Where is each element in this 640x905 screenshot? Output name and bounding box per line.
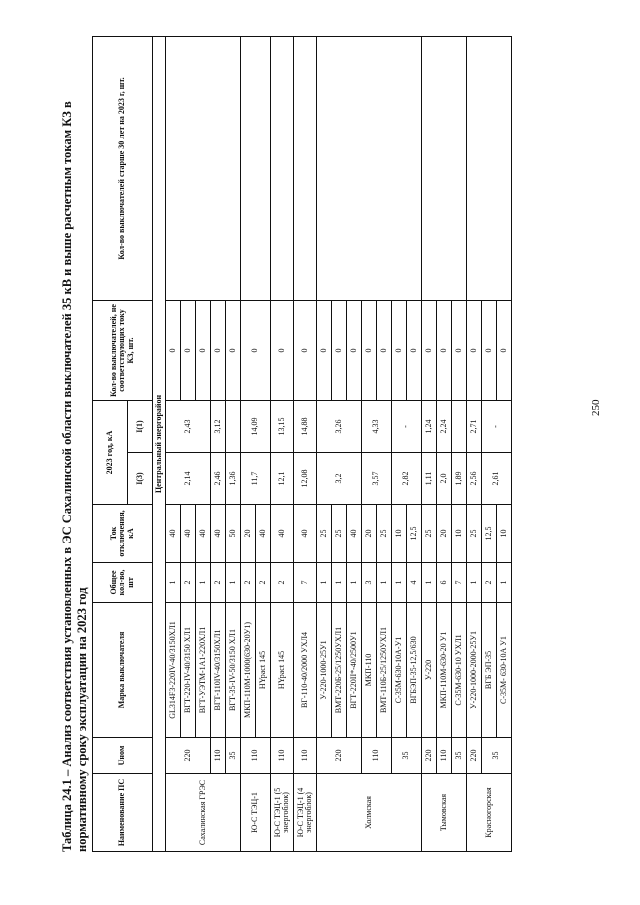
i3-cell: 3,2: [317, 453, 362, 505]
total-cell: 7: [294, 563, 317, 603]
ps-cell: Красногорская: [467, 774, 512, 852]
i1-cell: 2,43: [166, 400, 211, 452]
total-cell: 3: [362, 563, 377, 603]
brand-cell: ВГ-110-40/2000 УХЛ4: [294, 603, 317, 738]
current-cell: 12,5: [482, 505, 497, 563]
unom-cell: 110: [241, 738, 271, 774]
i1-cell: 14,09: [241, 400, 271, 452]
current-cell: 25: [377, 505, 392, 563]
current-cell: 40: [181, 505, 196, 563]
current-cell: 25: [467, 505, 482, 563]
noncompliant-cell: 0: [332, 300, 347, 400]
total-cell: 6: [437, 563, 452, 603]
brand-cell: У-220: [422, 603, 437, 738]
i3-cell: 2,56: [467, 453, 482, 505]
current-cell: 10: [497, 505, 512, 563]
i1-cell: [452, 400, 467, 452]
total-cell: 2: [181, 563, 196, 603]
i3-cell: 12,08: [294, 453, 317, 505]
col-header-older-30: Кол-во выключателей старше 30 лет на 2023 г, шт.: [93, 37, 153, 301]
total-cell: 2: [256, 563, 271, 603]
i3-cell: 1,89: [452, 453, 467, 505]
brand-cell: ВМТ-220Б-25/1250УХЛ1: [332, 603, 347, 738]
older-cell: [166, 37, 241, 301]
i3-cell: 11,7: [241, 453, 271, 505]
unom-cell: 35: [482, 738, 512, 774]
current-cell: 40: [196, 505, 211, 563]
i1-cell: [226, 400, 241, 452]
brand-cell: МКП-110: [362, 603, 377, 738]
i3-cell: 12,1: [271, 453, 294, 505]
i3-cell: 2,82: [392, 453, 422, 505]
unom-cell: 35: [392, 738, 422, 774]
noncompliant-cell: 0: [437, 300, 452, 400]
noncompliant-cell: 0: [317, 300, 332, 400]
noncompliant-cell: 0: [166, 300, 181, 400]
current-cell: 40: [294, 505, 317, 563]
brand-cell: HYpact 145: [271, 603, 294, 738]
brand-cell: У-220-1000-2000-25У1: [467, 603, 482, 738]
older-cell: [294, 37, 317, 301]
noncompliant-cell: 0: [377, 300, 392, 400]
brand-cell: ВГТ-110IV-40/3150ХЛ1: [211, 603, 226, 738]
col-header-2023: 2023 год, кА: [93, 400, 128, 504]
brand-cell: С-35М- 630-10А У1: [497, 603, 512, 738]
total-cell: 1: [317, 563, 332, 603]
noncompliant-cell: 0: [407, 300, 422, 400]
total-cell: 7: [452, 563, 467, 603]
region-row: Центральный энергорайон: [153, 37, 166, 852]
ps-cell: Сахалинская ГРЭС: [166, 774, 241, 852]
i3-cell: 2,46: [211, 453, 226, 505]
total-cell: 2: [211, 563, 226, 603]
col-header-brand: Марка выключателя: [93, 603, 153, 738]
brand-cell: С-35М-630-10А-У1: [392, 603, 407, 738]
current-cell: 10: [452, 505, 467, 563]
noncompliant-cell: 0: [347, 300, 362, 400]
table-caption: Таблица 24.1 – Анализ соответствия установленных в ЭС Сахалинской области выключателей 35 кВ и выше расчетным токам КЗ в нормативному сроку эксплуатации на 2023 год: [60, 101, 89, 852]
col-header-total: Общее кол-во, шт: [93, 563, 153, 603]
i1-cell: 4,33: [362, 400, 392, 452]
current-cell: 10: [392, 505, 407, 563]
unom-cell: 35: [452, 738, 467, 774]
brand-cell: ВМТ-110Б-25/1250УХЛ1: [377, 603, 392, 738]
brand-cell: ВГТ-УЭТМ-1А1-220ХЛ1: [196, 603, 211, 738]
older-cell: [467, 37, 512, 301]
unom-cell: 220: [317, 738, 362, 774]
total-cell: 1: [422, 563, 437, 603]
noncompliant-cell: 0: [467, 300, 482, 400]
current-cell: 12,5: [407, 505, 422, 563]
unom-cell: 35: [226, 738, 241, 774]
current-cell: 40: [256, 505, 271, 563]
brand-cell: МКП-110М-630-20 У1: [437, 603, 452, 738]
page-number: 250: [590, 399, 602, 416]
ps-cell: Тымовская: [422, 774, 467, 852]
total-cell: 1: [226, 563, 241, 603]
total-cell: 1: [347, 563, 362, 603]
i3-cell: 1,11: [422, 453, 437, 505]
unom-cell: 110: [211, 738, 226, 774]
noncompliant-cell: 0: [226, 300, 241, 400]
unom-cell: 220: [166, 738, 211, 774]
current-cell: 25: [422, 505, 437, 563]
i3-cell: 3,57: [362, 453, 392, 505]
total-cell: 1: [332, 563, 347, 603]
ps-cell: Холмская: [317, 774, 422, 852]
brand-cell: GL314F3-220IV-40/3150ХЛ1: [166, 603, 181, 738]
i3-cell: 1,36: [226, 453, 241, 505]
i1-cell: 2,71: [467, 400, 482, 452]
total-cell: 1: [392, 563, 407, 603]
noncompliant-cell: 0: [241, 300, 271, 400]
noncompliant-cell: 0: [211, 300, 226, 400]
older-cell: [271, 37, 294, 301]
col-header-i3: I(3): [128, 453, 153, 505]
current-cell: 50: [226, 505, 241, 563]
current-cell: 40: [347, 505, 362, 563]
current-cell: 25: [317, 505, 332, 563]
noncompliant-cell: 0: [422, 300, 437, 400]
total-cell: 2: [241, 563, 256, 603]
current-cell: 40: [166, 505, 181, 563]
total-cell: 4: [407, 563, 422, 603]
brand-cell: ВГТ-220-IV-40/3150 ХЛ1: [181, 603, 196, 738]
brand-cell: ВГТ-220II*-40/2500У1: [347, 603, 362, 738]
i3-cell: 2,14: [166, 453, 211, 505]
ps-cell: Ю-С ТЭЦ-1 (5 энергоблок): [271, 774, 294, 852]
current-cell: 25: [332, 505, 347, 563]
total-cell: 1: [497, 563, 512, 603]
brand-cell: ВГТ-35-IV-50/3150 ХЛ1: [226, 603, 241, 738]
rotated-page: [60, 36, 508, 852]
ps-cell: Ю-С ТЭЦ-1 (4 энергоблок): [294, 774, 317, 852]
current-cell: 40: [211, 505, 226, 563]
i1-cell: -: [392, 400, 422, 452]
total-cell: 1: [467, 563, 482, 603]
brand-cell: С-35М-630-10 УХЛ1: [452, 603, 467, 738]
total-cell: 2: [482, 563, 497, 603]
current-cell: 20: [362, 505, 377, 563]
brand-cell: ВГБ ЭП-35: [482, 603, 497, 738]
total-cell: 2: [271, 563, 294, 603]
total-cell: 1: [377, 563, 392, 603]
current-cell: 40: [271, 505, 294, 563]
current-cell: 20: [437, 505, 452, 563]
brand-cell: МКП-110М-1000(630-20У1): [241, 603, 256, 738]
col-header-ps: Наименование ПС: [93, 774, 153, 852]
unom-cell: 110: [362, 738, 392, 774]
noncompliant-cell: 0: [181, 300, 196, 400]
noncompliant-cell: 0: [452, 300, 467, 400]
older-cell: [317, 37, 422, 301]
current-cell: 20: [241, 505, 256, 563]
noncompliant-cell: 0: [294, 300, 317, 400]
total-cell: 1: [196, 563, 211, 603]
i1-cell: 1,24: [422, 400, 437, 452]
i3-cell: 2,61: [482, 453, 512, 505]
col-header-current: Ток отключения, кА: [93, 505, 153, 563]
col-header-noncompliant: Кол-во выключателей, не соответствующих току КЗ, шт.: [93, 300, 153, 400]
brand-cell: ВГБЭП-35-12,5/630: [407, 603, 422, 738]
i1-cell: 13,15: [271, 400, 294, 452]
noncompliant-cell: 0: [497, 300, 512, 400]
unom-cell: 110: [271, 738, 294, 774]
older-cell: [241, 37, 271, 301]
i1-cell: 3,26: [317, 400, 362, 452]
unom-cell: 110: [294, 738, 317, 774]
total-cell: 1: [166, 563, 181, 603]
i1-cell: 2,24: [437, 400, 452, 452]
i3-cell: 2,0: [437, 453, 452, 505]
noncompliant-cell: 0: [392, 300, 407, 400]
brand-cell: HYpact 145: [256, 603, 271, 738]
i1-cell: -: [482, 400, 512, 452]
i1-cell: 14,88: [294, 400, 317, 452]
noncompliant-cell: 0: [271, 300, 294, 400]
col-header-i1: I(1): [128, 400, 153, 452]
noncompliant-cell: 0: [362, 300, 377, 400]
ps-cell: Ю-С ТЭЦ-1: [241, 774, 271, 852]
unom-cell: 220: [422, 738, 437, 774]
col-header-unom: Uном: [93, 738, 153, 774]
unom-cell: 220: [467, 738, 482, 774]
noncompliant-cell: 0: [196, 300, 211, 400]
unom-cell: 110: [437, 738, 452, 774]
noncompliant-cell: 0: [482, 300, 497, 400]
brand-cell: У-220-1000-25У1: [317, 603, 332, 738]
older-cell: [422, 37, 467, 301]
i1-cell: 3,12: [211, 400, 226, 452]
breakers-table: [92, 36, 512, 852]
